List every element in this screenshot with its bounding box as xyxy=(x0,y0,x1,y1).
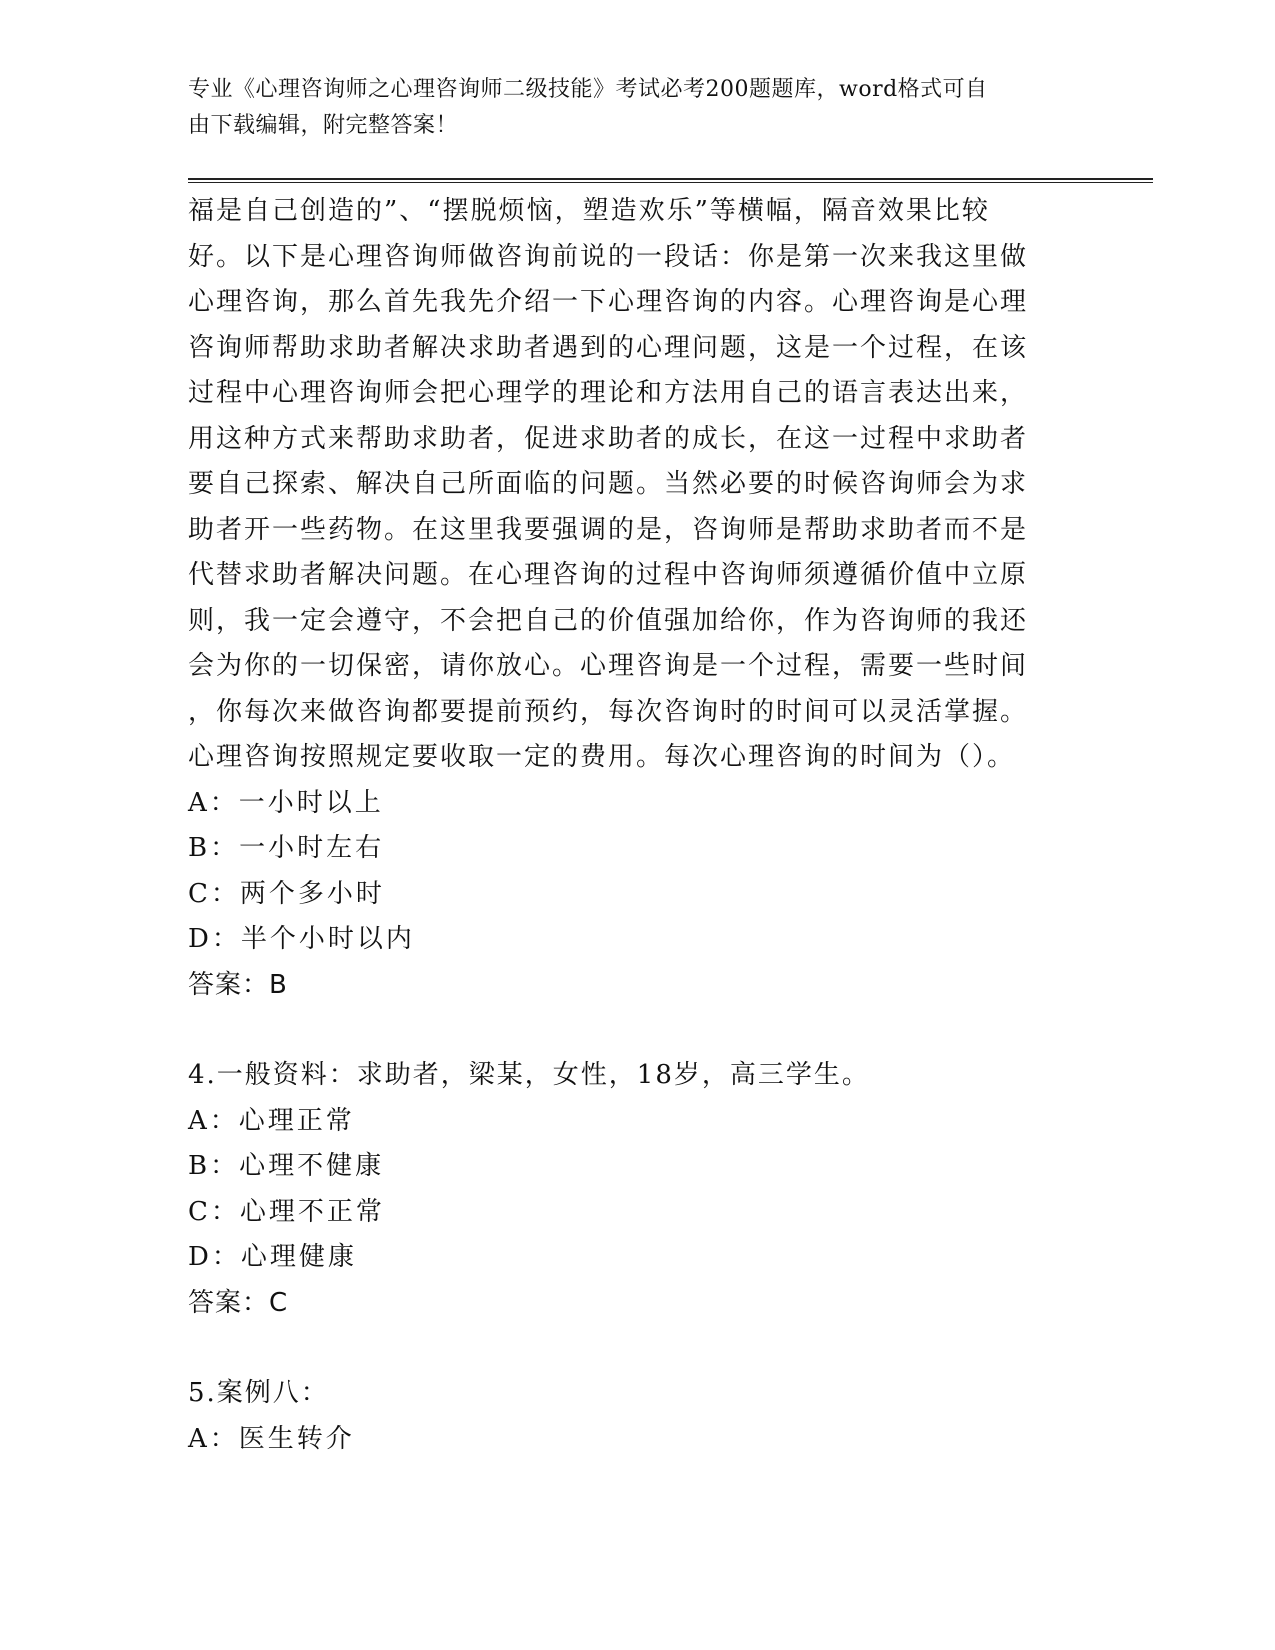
question-3-stem xyxy=(188,189,1058,781)
question-4-stem: 4.一般资料：求助者，梁某，女性，18岁，高三学生。 xyxy=(188,1060,870,1090)
header-line-2: 由下载编辑，附完整答案！ xyxy=(188,113,459,138)
stem-line: 心理咨询，那么首先我先介绍一下心理咨询的内容。心理咨询是心理 xyxy=(188,287,1029,317)
question-3-option-d: D：半个小时以内 xyxy=(188,924,415,954)
question-5-stem: 5.案例八： xyxy=(188,1378,329,1408)
stem-line: 咨询师帮助求助者解决求助者遇到的心理问题，这是一个过程，在该 xyxy=(188,332,1029,363)
stem-line: 用这种方式来帮助求助者，促进求助者的成长，在这一过程中求助者 xyxy=(188,423,1029,454)
header-line-1: 专业《心理咨询师之心理咨询师二级技能》考试必考200题题库，word格式可自 xyxy=(188,77,988,102)
stem-line: 福是自己创造的”、“摆脱烦恼，塑造欢乐”等横幅，隔音效果比较 xyxy=(188,196,990,226)
stem-line: 会为你的一切保密，请你放心。心理咨询是一个过程，需要一些时间 xyxy=(188,651,1029,681)
spacer xyxy=(188,1008,1058,1053)
stem-line: 要自己探索、解决自己所面临的问题。当然必要的时候咨询师会为求 xyxy=(188,469,1029,499)
header-divider xyxy=(188,178,1153,183)
question-4-option-b: B：心理不健康 xyxy=(188,1151,385,1181)
stem-line: 则，我一定会遵守，不会把自己的价值强加给你，作为咨询师的我还 xyxy=(188,605,1029,636)
stem-line: 好。以下是心理咨询师做咨询前说的一段话：你是第一次来我这里做 xyxy=(188,241,1029,272)
question-3-answer: 答案：B xyxy=(188,969,288,1000)
stem-line: 代替求助者解决问题。在心理咨询的过程中咨询师须遵循价值中立原 xyxy=(188,560,1029,590)
question-4-answer: 答案：C xyxy=(188,1287,289,1318)
stem-line: 助者开一些药物。在这里我要强调的是，咨询师是帮助求助者而不是 xyxy=(188,514,1029,545)
stem-line: 过程中心理咨询师会把心理学的理论和方法用自己的语言表达出来， xyxy=(188,378,1029,408)
stem-line: ，你每次来做咨询都要提前预约，每次咨询时的时间可以灵活掌握。 xyxy=(188,696,1029,727)
question-3-option-b: B：一小时左右 xyxy=(188,833,385,863)
spacer xyxy=(188,1326,1058,1371)
question-4-option-c: C：心理不正常 xyxy=(188,1196,385,1227)
question-3-option-a: A：一小时以上 xyxy=(188,787,384,818)
question-4-option-d: D：心理健康 xyxy=(188,1242,357,1272)
document-body xyxy=(188,189,1058,1462)
question-3-option-c: C：两个多小时 xyxy=(188,878,385,909)
question-5-option-a: A：医生转介 xyxy=(188,1423,355,1454)
stem-line: 心理咨询按照规定要收取一定的费用。每次心理咨询的时间为（）。 xyxy=(188,742,1016,772)
question-4-option-a: A：心理正常 xyxy=(188,1105,355,1136)
document-header xyxy=(188,72,1068,144)
